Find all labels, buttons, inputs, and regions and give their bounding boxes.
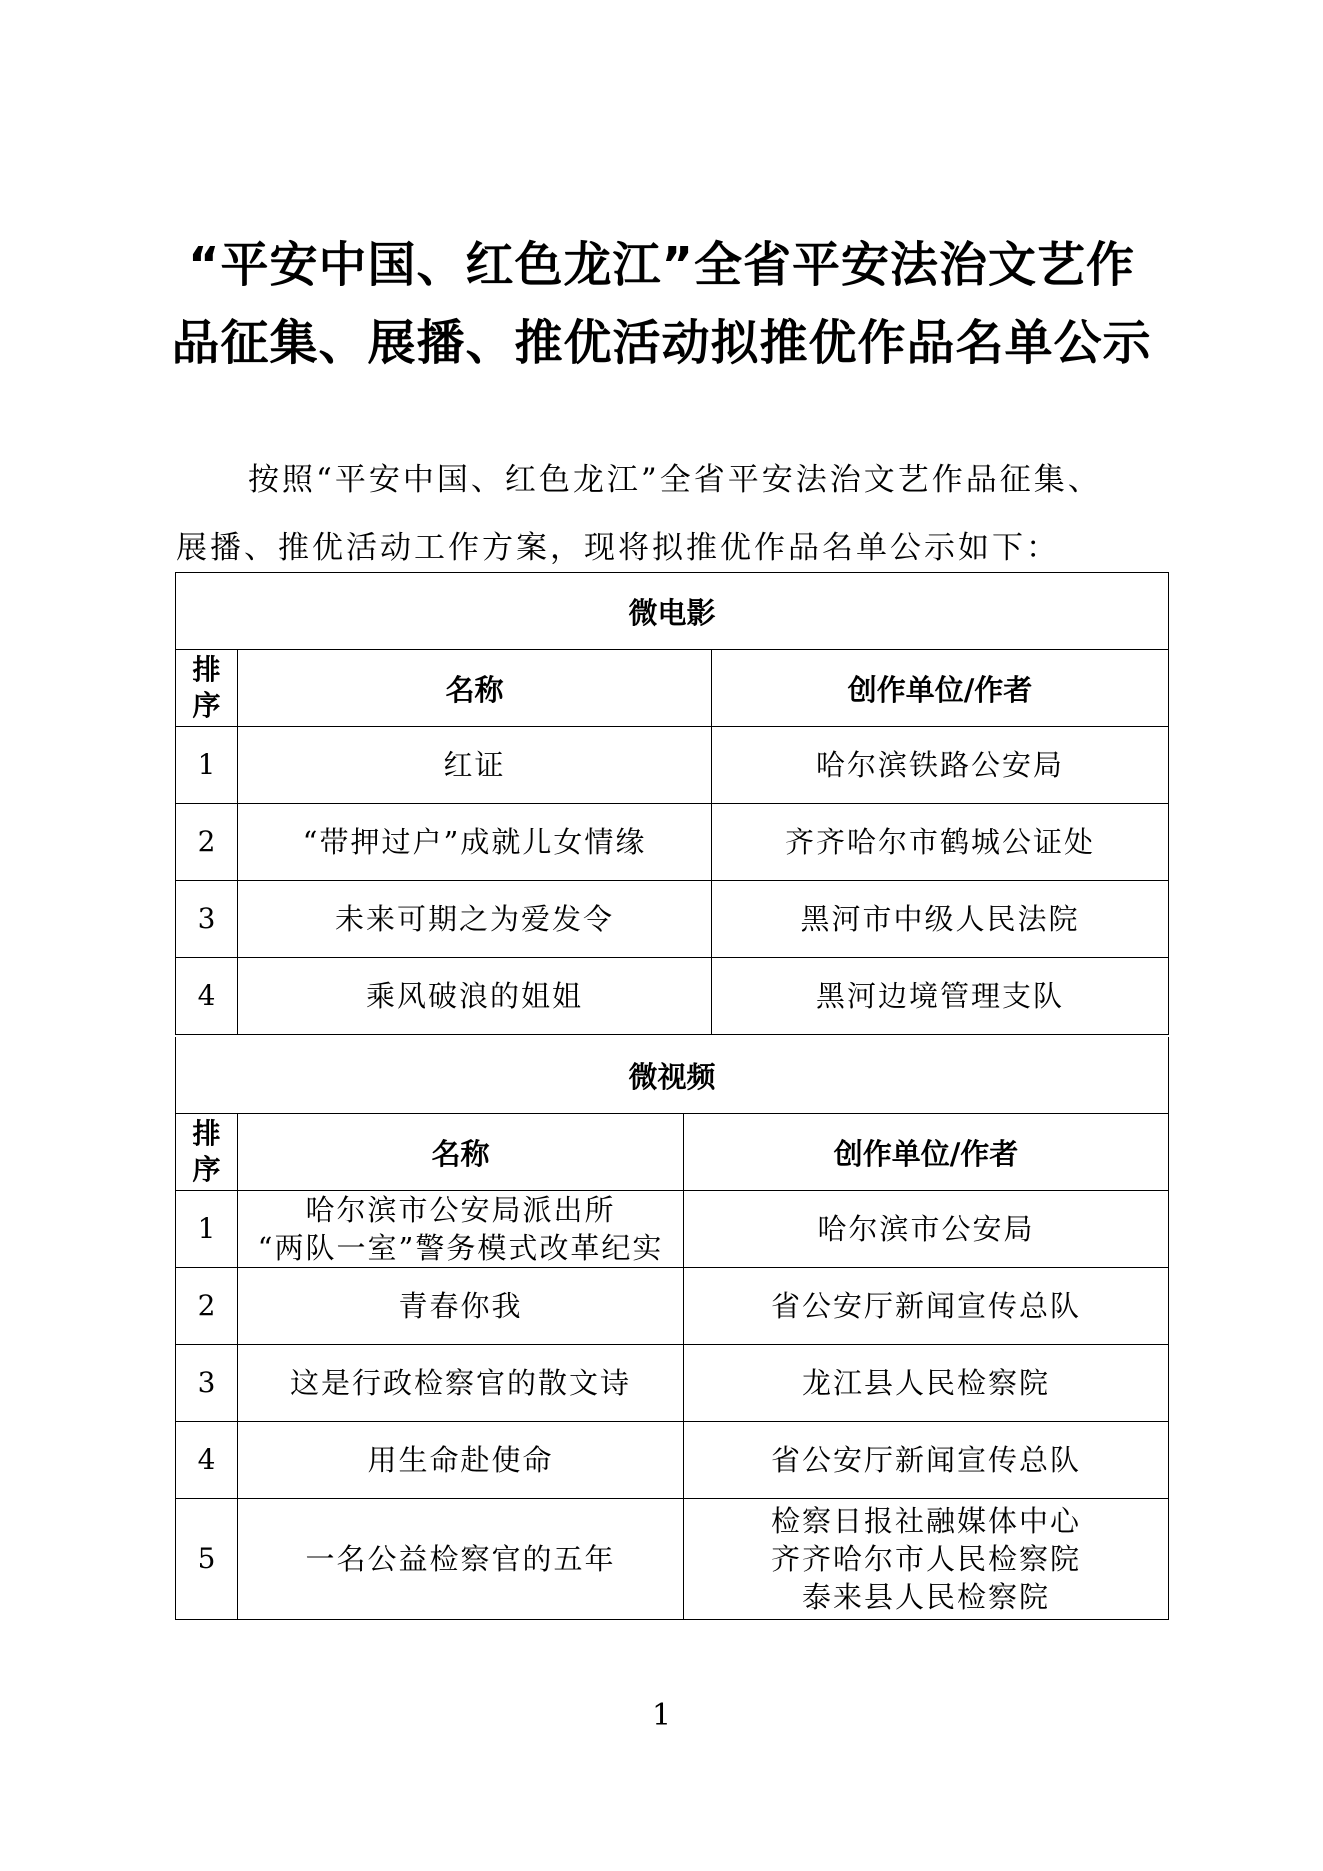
work-name-cell bbox=[238, 1422, 684, 1499]
rank-cell: 1 bbox=[176, 727, 238, 804]
rank-header-text: 排序 bbox=[192, 1117, 221, 1186]
title-line-1: “平安中国、红色龙江”全省平安法治文艺作 bbox=[187, 237, 1136, 293]
work-name-cell bbox=[238, 958, 712, 1035]
intro-line-2: 展播、推优活动工作方案，现将拟推优作品名单公示如下： bbox=[176, 530, 1060, 566]
work-name-line: “带押过户”成就儿女情缘 bbox=[302, 825, 647, 859]
author-line: 齐齐哈尔市人民检察院 bbox=[771, 1542, 1082, 1576]
micro-film-table bbox=[175, 572, 1169, 1035]
author-cell bbox=[712, 881, 1169, 958]
rank-cell: 2 bbox=[176, 1268, 238, 1345]
column-header-unit: 创作单位/作者 bbox=[712, 650, 1169, 727]
work-name-line: 哈尔滨市公安局派出所 bbox=[305, 1193, 616, 1227]
column-header-name: 名称 bbox=[238, 650, 712, 727]
work-name-line: 未来可期之为爱发令 bbox=[334, 902, 614, 936]
rank-cell: 2 bbox=[176, 804, 238, 881]
author-line: 泰来县人民检察院 bbox=[802, 1580, 1051, 1614]
work-name-line: 这是行政检察官的散文诗 bbox=[289, 1366, 631, 1400]
author-cell bbox=[684, 1345, 1169, 1422]
author-cell bbox=[684, 1191, 1169, 1268]
author-cell bbox=[712, 958, 1169, 1035]
table-row bbox=[176, 1499, 1169, 1620]
rank-cell: 3 bbox=[176, 1345, 238, 1422]
author-cell bbox=[684, 1499, 1169, 1620]
author-line: 黑河市中级人民法院 bbox=[800, 902, 1080, 936]
author-line: 龙江县人民检察院 bbox=[802, 1366, 1051, 1400]
column-header-rank bbox=[176, 1114, 238, 1191]
author-line: 哈尔滨铁路公安局 bbox=[816, 748, 1065, 782]
work-name-line: 青春你我 bbox=[398, 1289, 523, 1323]
title-line-2: 品征集、展播、推优活动拟推优作品名单公示 bbox=[171, 315, 1152, 371]
author-line: 齐齐哈尔市鹤城公证处 bbox=[785, 825, 1096, 859]
micro-video-table bbox=[175, 1037, 1169, 1620]
rank-cell: 3 bbox=[176, 881, 238, 958]
table-row bbox=[176, 804, 1169, 881]
work-name-cell bbox=[238, 804, 712, 881]
work-name-line: 乘风破浪的姐姐 bbox=[365, 979, 583, 1013]
rank-cell: 4 bbox=[176, 1422, 238, 1499]
table-row bbox=[176, 1268, 1169, 1345]
rank-cell: 5 bbox=[176, 1499, 238, 1620]
work-name-line: 用生命赴使命 bbox=[367, 1443, 554, 1477]
work-name-cell bbox=[238, 727, 712, 804]
author-line: 省公安厅新闻宣传总队 bbox=[771, 1289, 1082, 1323]
work-name-line: “两队一室”警务模式改革纪实 bbox=[257, 1231, 664, 1265]
table-row bbox=[176, 881, 1169, 958]
column-header-rank bbox=[176, 650, 238, 727]
author-cell bbox=[684, 1268, 1169, 1345]
table-row bbox=[176, 1191, 1169, 1268]
table-header-row bbox=[176, 1114, 1169, 1191]
section-heading: 微视频 bbox=[176, 1037, 1169, 1114]
table-row bbox=[176, 1422, 1169, 1499]
page-number: 1 bbox=[651, 1698, 672, 1733]
author-line: 省公安厅新闻宣传总队 bbox=[771, 1443, 1082, 1477]
table-header-row bbox=[176, 650, 1169, 727]
work-name-cell bbox=[238, 1345, 684, 1422]
table-row bbox=[176, 727, 1169, 804]
work-name-line: 红证 bbox=[443, 748, 506, 782]
rank-header-text: 排序 bbox=[192, 653, 221, 722]
author-cell bbox=[684, 1422, 1169, 1499]
rank-cell: 4 bbox=[176, 958, 238, 1035]
table-row bbox=[176, 1345, 1169, 1422]
work-name-cell bbox=[238, 1268, 684, 1345]
work-name-line: 一名公益检察官的五年 bbox=[305, 1542, 616, 1576]
work-name-cell bbox=[238, 881, 712, 958]
column-header-unit: 创作单位/作者 bbox=[684, 1114, 1169, 1191]
intro-line-1: 按照“平安中国、红色龙江”全省平安法治文艺作品征集、 bbox=[248, 462, 1102, 498]
author-line: 检察日报社融媒体中心 bbox=[771, 1504, 1082, 1538]
author-line: 哈尔滨市公安局 bbox=[817, 1212, 1035, 1246]
table-row bbox=[176, 958, 1169, 1035]
author-cell bbox=[712, 804, 1169, 881]
author-cell bbox=[712, 727, 1169, 804]
section-heading: 微电影 bbox=[176, 573, 1169, 650]
intro-paragraph bbox=[176, 446, 1156, 582]
author-line: 黑河边境管理支队 bbox=[816, 979, 1065, 1013]
page-title bbox=[0, 226, 1323, 382]
rank-cell: 1 bbox=[176, 1191, 238, 1268]
work-name-cell bbox=[238, 1191, 684, 1268]
work-name-cell bbox=[238, 1499, 684, 1620]
column-header-name: 名称 bbox=[238, 1114, 684, 1191]
